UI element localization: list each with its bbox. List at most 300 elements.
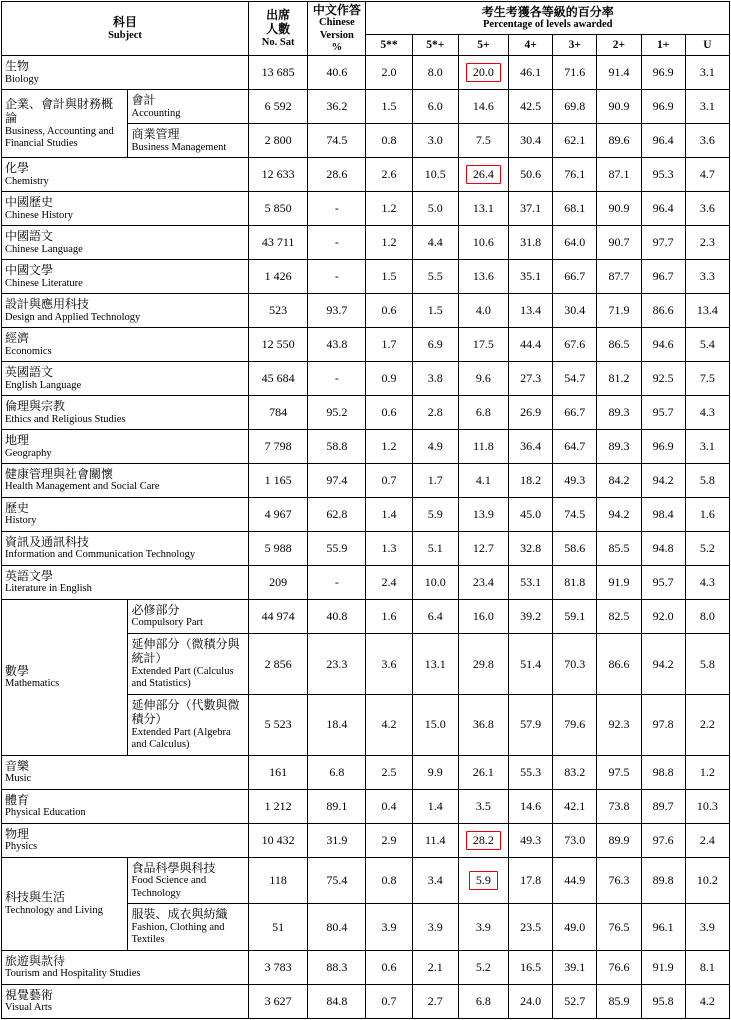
level-value: 4.2 (366, 694, 412, 755)
subject-name-zh: 經濟 (5, 331, 30, 346)
header-subject-en: Subject (108, 29, 142, 41)
highlight-box: 5.9 (469, 871, 498, 890)
level-value: 2.9 (366, 823, 412, 857)
level-value: 8.0 (685, 600, 729, 634)
subject-name-zh: 延伸部分（微積分與統計） (131, 637, 240, 666)
subject-name-zh: 數學 (5, 664, 30, 678)
chinese-version-value: 89.1 (308, 789, 366, 823)
subject-name-en: Chinese Language (5, 243, 83, 255)
level-value: 1.2 (366, 430, 412, 464)
highlight-box: 28.2 (466, 831, 501, 850)
level-value: 76.5 (597, 904, 641, 951)
level-value: 50.6 (509, 158, 553, 192)
level-value: 3.1 (685, 430, 729, 464)
level-value: 31.8 (509, 226, 553, 260)
level-value: 4.0 (458, 294, 508, 328)
level-value: 35.1 (509, 260, 553, 294)
table-row (2, 90, 730, 124)
chinese-version-value: 93.7 (308, 294, 366, 328)
no-sat-value: 51 (248, 904, 307, 951)
header-level-u: U (685, 35, 729, 56)
table-row (2, 226, 730, 260)
subject-name-en: Information and Communication Technology (5, 549, 196, 561)
level-value: 49.3 (509, 823, 553, 857)
subject-name-en: Geography (5, 447, 52, 459)
level-value: 3.8 (412, 362, 458, 396)
no-sat-value: 6 592 (248, 90, 307, 124)
level-value: 59.1 (553, 600, 597, 634)
header-levels-group: 考生考獲各等級的百分率 Percentage of levels awarded (366, 2, 730, 35)
subject-cell (2, 464, 249, 498)
header-subject (2, 2, 249, 56)
level-value: 13.9 (458, 498, 508, 532)
subject-name-en: Literature in English (5, 583, 92, 595)
level-value: 96.4 (641, 192, 685, 226)
level-value: 29.8 (458, 634, 508, 695)
level-value: 53.1 (509, 566, 553, 600)
level-value: 17.8 (509, 857, 553, 904)
level-value: 76.6 (597, 951, 641, 985)
chinese-version-value: 74.5 (308, 124, 366, 158)
level-value: 42.5 (509, 90, 553, 124)
subject-cell (2, 362, 249, 396)
level-value: 6.0 (412, 90, 458, 124)
level-value: 95.8 (641, 985, 685, 1019)
header-level-3plus: 3+ (553, 35, 597, 56)
chinese-version-value: 36.2 (308, 90, 366, 124)
level-value: 1.6 (685, 498, 729, 532)
subject-name-zh: 英語文學 (5, 569, 54, 584)
level-value: 16.5 (509, 951, 553, 985)
chinese-version-value: - (308, 260, 366, 294)
level-value: 83.2 (553, 755, 597, 789)
level-value: 13.4 (685, 294, 729, 328)
chinese-version-value: 97.4 (308, 464, 366, 498)
level-value: 5.1 (412, 532, 458, 566)
subject-name-zh: 化學 (5, 161, 30, 176)
subject-cell (2, 260, 249, 294)
subject-cell (2, 600, 128, 756)
level-value: 81.2 (597, 362, 641, 396)
no-sat-value: 209 (248, 566, 307, 600)
level-value: 5.9 (412, 498, 458, 532)
level-value: 58.6 (553, 532, 597, 566)
subject-name-zh: 服裝、成衣與紡織 (131, 907, 228, 922)
chinese-version-value: 40.8 (308, 600, 366, 634)
level-value: 64.7 (553, 430, 597, 464)
no-sat-value: 5 523 (248, 694, 307, 755)
chinese-version-value: 31.9 (308, 823, 366, 857)
level-value: 10.6 (458, 226, 508, 260)
subject-name-en: Economics (5, 345, 52, 357)
table-row (2, 294, 730, 328)
level-value: 70.3 (553, 634, 597, 695)
level-value: 45.0 (509, 498, 553, 532)
level-value: 1.7 (366, 328, 412, 362)
subject-name-en: Physics (5, 841, 38, 853)
chinese-version-value: 23.3 (308, 634, 366, 695)
subject-cell (2, 823, 249, 857)
subject-name-en: Tourism and Hospitality Studies (5, 968, 141, 980)
subject-name-en: Chinese Literature (5, 277, 83, 289)
level-value: 2.4 (366, 566, 412, 600)
subject-part-cell (127, 904, 248, 951)
table-row (2, 464, 730, 498)
level-value: 96.1 (641, 904, 685, 951)
level-value: 5.2 (685, 532, 729, 566)
level-value: 3.0 (412, 124, 458, 158)
no-sat-value: 5 850 (248, 192, 307, 226)
level-value: 10.2 (685, 857, 729, 904)
chinese-version-value: 6.8 (308, 755, 366, 789)
level-value: 16.0 (458, 600, 508, 634)
level-value: 57.9 (509, 694, 553, 755)
no-sat-value: 10 432 (248, 823, 307, 857)
subject-name-zh: 地理 (5, 433, 30, 448)
table-row (2, 857, 730, 904)
level-value: 37.1 (509, 192, 553, 226)
subject-cell (2, 192, 249, 226)
level-value: 10.3 (685, 789, 729, 823)
level-value: 90.9 (597, 192, 641, 226)
level-value: 95.7 (641, 566, 685, 600)
subject-name-zh: 資訊及通訊科技 (5, 535, 90, 550)
level-value: 0.8 (366, 857, 412, 904)
level-value: 90.9 (597, 90, 641, 124)
chinese-version-value: 88.3 (308, 951, 366, 985)
level-value: 42.1 (553, 789, 597, 823)
level-value: 3.9 (412, 904, 458, 951)
level-value: 27.3 (509, 362, 553, 396)
subject-name-en: Biology (5, 73, 39, 85)
highlight-box: 26.4 (466, 165, 501, 184)
chinese-version-value: 58.8 (308, 430, 366, 464)
level-value: 17.5 (458, 328, 508, 362)
table-row (2, 566, 730, 600)
level-value: 0.8 (366, 124, 412, 158)
table-row (2, 396, 730, 430)
subject-name-zh: 體育 (5, 792, 30, 807)
level-value: 90.7 (597, 226, 641, 260)
level-value: 87.1 (597, 158, 641, 192)
subject-cell (2, 90, 128, 158)
level-value-highlighted (458, 158, 508, 192)
no-sat-value: 12 633 (248, 158, 307, 192)
level-value: 94.6 (641, 328, 685, 362)
table-row (2, 985, 730, 1019)
level-value: 32.8 (509, 532, 553, 566)
table-row (2, 823, 730, 857)
subject-name-zh: 商業管理 (131, 127, 180, 142)
level-value: 23.4 (458, 566, 508, 600)
level-value: 51.4 (509, 634, 553, 695)
subject-name-zh: 延伸部分（代數與微積分） (131, 697, 240, 727)
subject-cell (2, 56, 249, 90)
subject-name-zh: 中國歷史 (5, 195, 54, 210)
level-value: 55.3 (509, 755, 553, 789)
level-value: 76.1 (553, 158, 597, 192)
level-value: 64.0 (553, 226, 597, 260)
highlight-box: 20.0 (466, 63, 501, 82)
subject-name-zh: 會計 (131, 93, 156, 108)
level-value: 95.3 (641, 158, 685, 192)
level-value: 94.8 (641, 532, 685, 566)
level-value: 5.2 (458, 951, 508, 985)
level-value: 3.5 (458, 789, 508, 823)
level-value: 24.0 (509, 985, 553, 1019)
table-row (2, 328, 730, 362)
level-value: 14.6 (509, 789, 553, 823)
level-value: 98.4 (641, 498, 685, 532)
level-value: 1.2 (366, 226, 412, 260)
level-value: 73.8 (597, 789, 641, 823)
level-value: 14.6 (458, 90, 508, 124)
level-value: 2.1 (412, 951, 458, 985)
subject-part-cell (127, 634, 248, 695)
chinese-version-value: 95.2 (308, 396, 366, 430)
table-row (2, 192, 730, 226)
chinese-version-value: - (308, 362, 366, 396)
level-value: 5.4 (685, 328, 729, 362)
no-sat-value: 1 165 (248, 464, 307, 498)
chinese-version-value: 18.4 (308, 694, 366, 755)
level-value: 96.9 (641, 56, 685, 90)
subject-part-cell (127, 694, 248, 755)
level-value: 86.5 (597, 328, 641, 362)
level-value: 68.1 (553, 192, 597, 226)
subject-cell (2, 328, 249, 362)
level-value: 2.5 (366, 755, 412, 789)
level-value: 96.7 (641, 260, 685, 294)
no-sat-value: 4 967 (248, 498, 307, 532)
level-value: 98.8 (641, 755, 685, 789)
level-value: 89.6 (597, 124, 641, 158)
level-value: 0.7 (366, 464, 412, 498)
level-value: 89.9 (597, 823, 641, 857)
header-chinese-version: 中文作答 Chinese Version % (308, 2, 366, 56)
level-value: 89.8 (641, 857, 685, 904)
level-value: 8.0 (412, 56, 458, 90)
level-value: 2.6 (366, 158, 412, 192)
results-table (1, 1, 730, 1019)
subject-part-cell (127, 90, 248, 124)
level-value: 66.7 (553, 396, 597, 430)
level-value: 2.4 (685, 823, 729, 857)
subject-cell (2, 158, 249, 192)
level-value: 11.4 (412, 823, 458, 857)
level-value: 4.2 (685, 985, 729, 1019)
level-value: 5.8 (685, 634, 729, 695)
subject-part-cell (127, 857, 248, 904)
no-sat-value: 45 684 (248, 362, 307, 396)
level-value: 81.8 (553, 566, 597, 600)
no-sat-value: 2 856 (248, 634, 307, 695)
level-value: 10.5 (412, 158, 458, 192)
level-value: 97.8 (641, 694, 685, 755)
no-sat-value: 523 (248, 294, 307, 328)
level-value: 6.8 (458, 396, 508, 430)
level-value: 66.7 (553, 260, 597, 294)
level-value: 97.6 (641, 823, 685, 857)
subject-name-zh: 企業、會計與財務概論 (5, 96, 114, 126)
no-sat-value: 12 550 (248, 328, 307, 362)
level-value: 96.9 (641, 430, 685, 464)
level-value: 1.4 (412, 789, 458, 823)
results-body (2, 56, 730, 1019)
table-row (2, 600, 730, 634)
table-row (2, 789, 730, 823)
level-value: 6.8 (458, 985, 508, 1019)
level-value: 82.5 (597, 600, 641, 634)
level-value: 1.3 (366, 532, 412, 566)
subject-name-en: English Language (5, 379, 82, 391)
level-value: 0.7 (366, 985, 412, 1019)
level-value: 92.3 (597, 694, 641, 755)
level-value: 23.5 (509, 904, 553, 951)
table-row (2, 158, 730, 192)
subject-cell (2, 789, 249, 823)
no-sat-value: 1 212 (248, 789, 307, 823)
chinese-version-value: 28.6 (308, 158, 366, 192)
level-value: 3.6 (366, 634, 412, 695)
subject-name-en: Ethics and Religious Studies (5, 413, 126, 425)
subject-part-cell (127, 600, 248, 634)
chinese-version-value: - (308, 566, 366, 600)
subject-part-cell (127, 124, 248, 158)
level-value: 92.0 (641, 600, 685, 634)
level-value: 87.7 (597, 260, 641, 294)
subject-name-en: Physical Education (5, 807, 86, 819)
level-value: 36.4 (509, 430, 553, 464)
level-value: 1.2 (366, 192, 412, 226)
level-value: 89.7 (641, 789, 685, 823)
level-value-highlighted (458, 857, 508, 904)
level-value: 95.7 (641, 396, 685, 430)
subject-name-zh: 物理 (5, 826, 30, 841)
subject-name-zh: 生物 (5, 59, 30, 74)
level-value: 30.4 (553, 294, 597, 328)
level-value: 4.4 (412, 226, 458, 260)
level-value: 97.7 (641, 226, 685, 260)
level-value: 79.6 (553, 694, 597, 755)
level-value: 96.4 (641, 124, 685, 158)
level-value: 0.6 (366, 951, 412, 985)
level-value: 85.9 (597, 985, 641, 1019)
level-value: 3.6 (685, 124, 729, 158)
level-value: 2.0 (366, 56, 412, 90)
subject-name-zh: 中國文學 (5, 263, 54, 278)
level-value: 96.9 (641, 90, 685, 124)
level-value: 1.2 (685, 755, 729, 789)
level-value: 69.8 (553, 90, 597, 124)
level-value: 62.1 (553, 124, 597, 158)
level-value: 6.4 (412, 600, 458, 634)
header-level-4plus: 4+ (509, 35, 553, 56)
table-row (2, 430, 730, 464)
level-value: 91.4 (597, 56, 641, 90)
header-level-5plus: 5+ (458, 35, 508, 56)
subject-name-en: Extended Part (Calculus and Statistics) (131, 665, 234, 690)
subject-name-en: Chinese History (5, 209, 73, 221)
level-value: 92.5 (641, 362, 685, 396)
no-sat-value: 44 974 (248, 600, 307, 634)
subject-name-en: Technology and Living (5, 904, 103, 916)
level-value: 3.9 (458, 904, 508, 951)
no-sat-value: 13 685 (248, 56, 307, 90)
subject-name-zh: 必修部分 (131, 603, 180, 618)
chinese-version-value: 84.8 (308, 985, 366, 1019)
chinese-version-value: 43.8 (308, 328, 366, 362)
level-value: 74.5 (553, 498, 597, 532)
subject-cell (2, 566, 249, 600)
level-value: 54.7 (553, 362, 597, 396)
level-value-highlighted (458, 823, 508, 857)
level-value: 26.1 (458, 755, 508, 789)
subject-name-zh: 音樂 (5, 758, 30, 773)
subject-cell (2, 430, 249, 464)
table-row (2, 362, 730, 396)
chinese-version-value: 62.8 (308, 498, 366, 532)
no-sat-value: 161 (248, 755, 307, 789)
level-value: 1.7 (412, 464, 458, 498)
table-row (2, 532, 730, 566)
level-value: 1.5 (366, 90, 412, 124)
no-sat-value: 3 627 (248, 985, 307, 1019)
level-value: 15.0 (412, 694, 458, 755)
level-value: 30.4 (509, 124, 553, 158)
level-value: 9.6 (458, 362, 508, 396)
subject-cell (2, 985, 249, 1019)
no-sat-value: 1 426 (248, 260, 307, 294)
level-value: 86.6 (641, 294, 685, 328)
level-value: 49.3 (553, 464, 597, 498)
subject-name-zh: 中國語文 (5, 229, 54, 244)
level-value: 4.3 (685, 396, 729, 430)
level-value: 1.6 (366, 600, 412, 634)
level-value: 10.0 (412, 566, 458, 600)
table-row (2, 260, 730, 294)
level-value: 97.5 (597, 755, 641, 789)
level-value: 94.2 (641, 464, 685, 498)
subject-cell (2, 532, 249, 566)
level-value: 1.5 (366, 260, 412, 294)
chinese-version-value: - (308, 226, 366, 260)
level-value: 89.3 (597, 430, 641, 464)
level-value: 6.9 (412, 328, 458, 362)
level-value: 0.6 (366, 294, 412, 328)
level-value: 76.3 (597, 857, 641, 904)
level-value: 85.5 (597, 532, 641, 566)
subject-cell (2, 951, 249, 985)
level-value: 5.8 (685, 464, 729, 498)
header-level-2plus: 2+ (597, 35, 641, 56)
subject-name-zh: 歷史 (5, 501, 30, 516)
subject-name-en: Visual Arts (5, 1002, 52, 1014)
table-row (2, 755, 730, 789)
header-level-5sstar: 5** (366, 35, 412, 56)
subject-name-zh: 健康管理與社會關懷 (5, 467, 114, 482)
chinese-version-value: 75.4 (308, 857, 366, 904)
subject-name-en: Fashion, Clothing and Textiles (131, 921, 225, 946)
level-value: 46.1 (509, 56, 553, 90)
level-value: 2.2 (685, 694, 729, 755)
table-row (2, 56, 730, 90)
subject-name-en: Accounting (131, 107, 181, 119)
level-value: 3.3 (685, 260, 729, 294)
chinese-version-value: 40.6 (308, 56, 366, 90)
no-sat-value: 118 (248, 857, 307, 904)
level-value: 7.5 (458, 124, 508, 158)
